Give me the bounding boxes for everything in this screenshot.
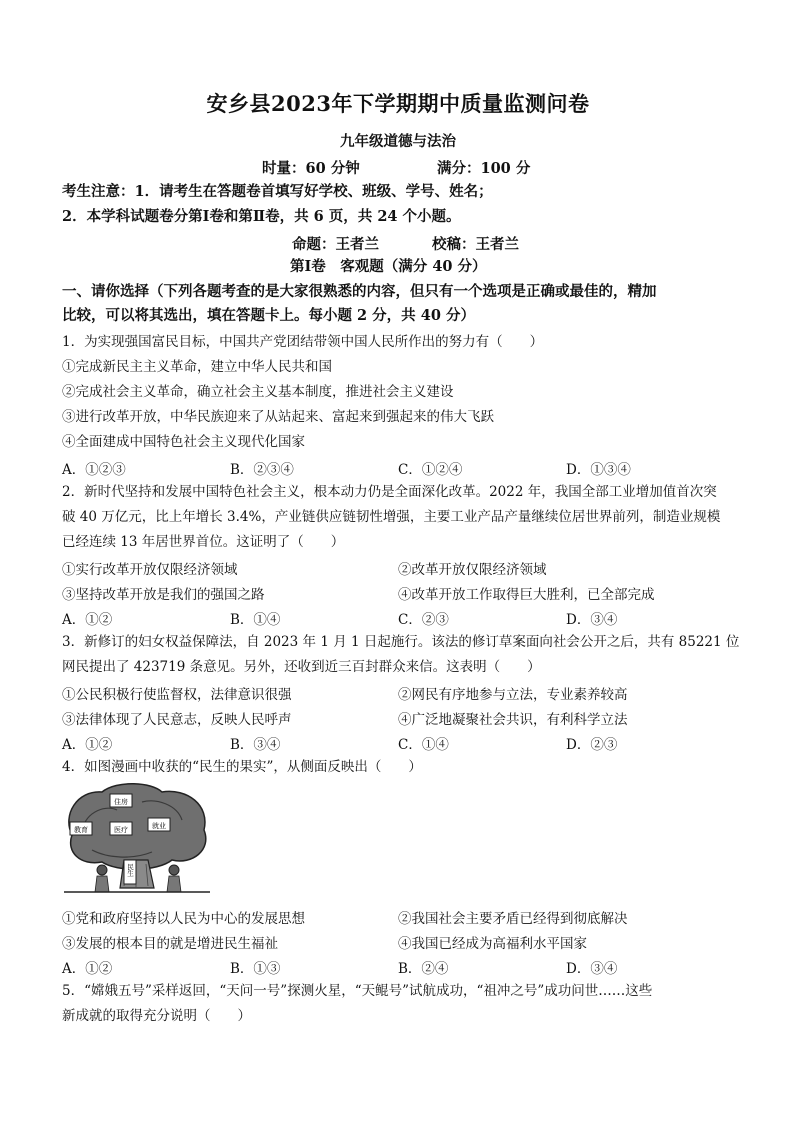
q4-statement-1: ①党和政府坚持以人民为中心的发展思想	[62, 911, 305, 927]
q1-statement-4: ④全面建成中国特色社会主义现代化国家	[62, 434, 305, 450]
q4-statement-4: ④我国已经成为高福利水平国家	[398, 936, 587, 952]
notice-line-1: 考生注意：1．请考生在答题卷首填写好学校、班级、学号、姓名；	[62, 183, 493, 200]
fruit-housing-label: 住房	[114, 798, 128, 806]
q1-statement-2: ②完成社会主义革命，确立社会主义基本制度，推进社会主义建设	[62, 384, 454, 400]
author-label: 命题：王者兰	[292, 236, 379, 253]
fruit-employment-label: 就业	[152, 822, 166, 830]
q1-statement-3: ③进行改革开放，中华民族迎来了从站起来、富起来到强起来的伟大飞跃	[62, 409, 494, 425]
fruit-medical-label: 医疗	[114, 826, 128, 834]
subject-subtitle: 九年级道德与法治	[340, 133, 456, 150]
q3-stem-2: 网民提出了 423719 条意见。另外，还收到近三百封群众来信。这表明（ ）	[62, 659, 541, 675]
q1-option-b: B．②③④	[230, 462, 294, 478]
q5-stem-1: 5．“嫦娥五号”采样返回，“天问一号”探测火星，“天鲲号”试航成功，“祖冲之号”成功问世……这些	[62, 983, 653, 999]
q1-option-d: D．①③④	[566, 462, 631, 478]
q4-option-a: A．①②	[62, 961, 113, 977]
q3-statement-3: ③法律体现了人民意志，反映人民呼声	[62, 712, 292, 728]
score-label: 满分：100 分	[437, 160, 531, 177]
notice-line-2: 2．本学科试题卷分第Ⅰ卷和第Ⅱ卷，共 6 页，共 24 个小题。	[62, 208, 461, 225]
q1-stem: 1．为实现强国富民目标，中国共产党团结带领中国人民所作出的努力有（ ）	[62, 334, 544, 350]
section-instruction-2: 比较，可以将其选出，填在答题卡上。每小题 2 分，共 40 分）	[62, 307, 475, 324]
q3-option-a: A．①②	[62, 737, 113, 753]
q1-statement-1: ①完成新民主主义革命，建立中华人民共和国	[62, 359, 332, 375]
q4-option-b: B．①③	[230, 961, 281, 977]
fruit-education-label: 教育	[74, 826, 88, 834]
q4-statement-2: ②我国社会主要矛盾已经得到彻底解决	[398, 911, 628, 927]
q4-stem: 4．如图漫画中收获的“民生的果实”，从侧面反映出（ ）	[62, 759, 422, 775]
section-title: 第Ⅰ卷 客观题（满分 40 分）	[290, 258, 487, 275]
q3-stem-1: 3．新修订的妇女权益保障法，自 2023 年 1 月 1 日起施行。该法的修订草案面向社会公开之后，共有 85221 位	[62, 634, 740, 650]
q4-option-c: B．②④	[398, 961, 449, 977]
q4-statement-3: ③发展的根本目的就是增进民生福祉	[62, 936, 278, 952]
q2-stem-3: 已经连续 13 年居世界首位。这证明了（ ）	[62, 534, 345, 550]
q2-statement-1: ①实行改革开放仅限经济领域	[62, 562, 238, 578]
time-label: 时量：60 分钟	[262, 160, 360, 177]
page-title: 安乡县2023年下学期期中质量监测问卷	[206, 91, 590, 116]
q3-statement-4: ④广泛地凝聚社会共识，有利科学立法	[398, 712, 628, 728]
q1-option-a: A．①②③	[62, 462, 126, 478]
q4-option-d: D．③④	[566, 961, 618, 977]
q2-stem-2: 破 40 万亿元，比上年增长 3.4%，产业链供应链韧性增强，主要工业产品产量继续位居世界前列，制造业规模	[62, 509, 721, 525]
trunk-label: 民生	[126, 863, 134, 877]
q5-stem-2: 新成就的取得充分说明（ ）	[62, 1008, 251, 1024]
q2-statement-3: ③坚持改革开放是我们的强国之路	[62, 587, 265, 603]
q2-statement-2: ②改革开放仅限经济领域	[398, 562, 547, 578]
q2-statement-4: ④改革开放工作取得巨大胜利，已全部完成	[398, 587, 655, 603]
q2-option-a: A．①②	[62, 612, 113, 628]
q2-option-c: C．②③	[398, 612, 449, 628]
q2-option-b: B．①④	[230, 612, 281, 628]
q3-option-c: C．①④	[398, 737, 449, 753]
q1-option-c: C．①②④	[398, 462, 463, 478]
proof-label: 校稿：王者兰	[432, 236, 519, 253]
section-instruction-1: 一、请你选择（下列各题考查的是大家很熟悉的内容，但只有一个选项是正确或最佳的，精加	[62, 283, 657, 300]
q2-option-d: D．③④	[566, 612, 618, 628]
q3-option-b: B．③④	[230, 737, 281, 753]
livelihood-tree-cartoon	[62, 780, 212, 895]
q3-option-d: D．②③	[566, 737, 618, 753]
q3-statement-2: ②网民有序地参与立法，专业素养较高	[398, 687, 628, 703]
q2-stem-1: 2．新时代坚持和发展中国特色社会主义，根本动力仍是全面深化改革。2022 年，我国全部工业增加值首次突	[62, 484, 717, 500]
q3-statement-1: ①公民积极行使监督权，法律意识很强	[62, 687, 292, 703]
